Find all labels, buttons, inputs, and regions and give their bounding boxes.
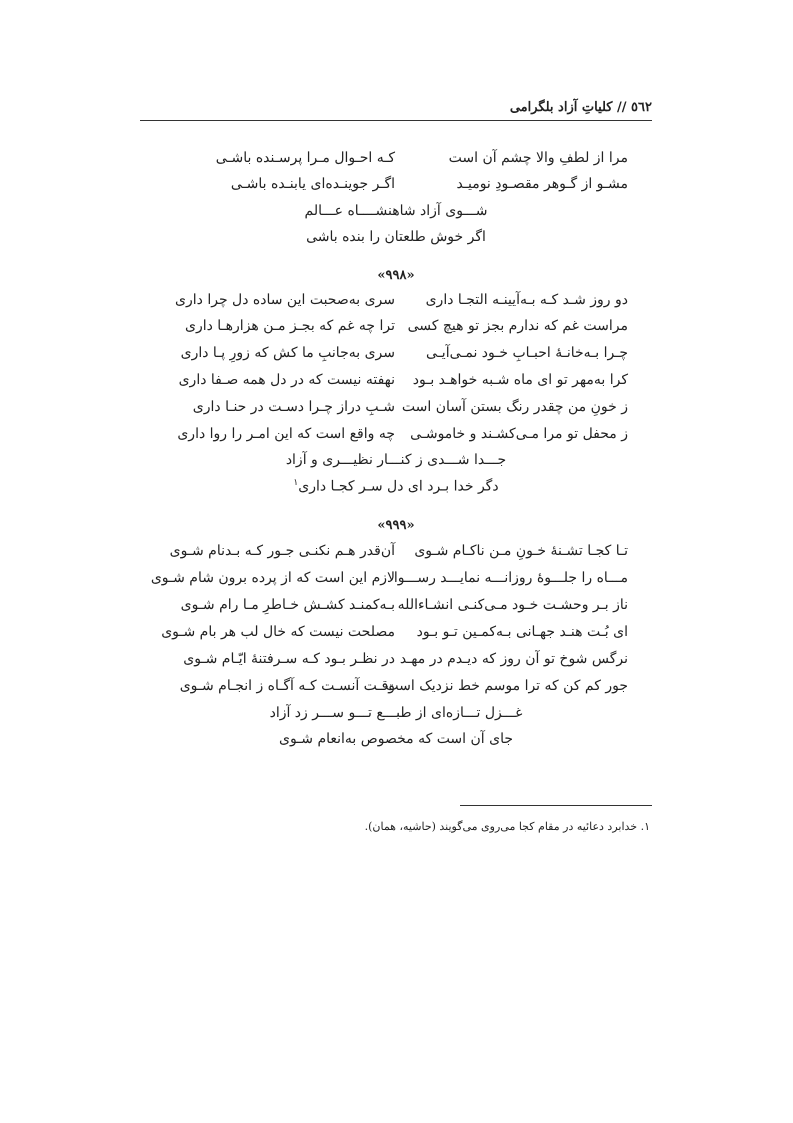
hemistich-b: آن‌قدر هـم نکنـی جـور کـه بـدنام شـوی [169,543,395,559]
hemistich-a: تـا کجـا تشـنۀ خـونِ مـن ناکـام شـوی [414,543,628,559]
hemistich-b: در نظـر بـود کـه سـرفتنۀ ایّـام شـوی [183,651,395,667]
hemistich-b: مصلحت نیست که خال لب هر بام شـوی [161,624,395,640]
hemistich-b: نهفته نیست که در دل همه صـفا داری [178,372,395,388]
hemistich-b: شـبِ دراز چـرا دسـت در حنـا داری [192,399,395,415]
hemistich-a: نرگس شوخ تو آن روز که دیـدم در مهـد [399,651,628,667]
hemistich-a: مرا از لطفِ والا چشم آن است [448,150,628,166]
hemistich-a: مـــاه را جلـــوۀ روزانـــه نمایـــد رســـوا [393,570,628,586]
hemistich-b: سری به‌جانبِ ما کش که زورِ پـا داری [180,345,395,361]
hemistich-a: ناز بـر وحشـت خـود مـی‌کنـی انشـاءالله [397,597,628,613]
hemistich-b: اگـر جوینـده‌ای یابنـده باشـی [230,176,395,192]
poem-number: «٩٩٨» [377,268,415,283]
hemistich-a: مشـو از گـوهر مقصـودِ نومیـد [456,176,628,192]
hemistich-a: دو روز شـد کـه بـه‌آیینـه التجـا داری [425,292,628,308]
closing-line: جـــدا شـــدی ز کنـــار نظیـــری و آزاد [285,452,507,468]
hemistich-b: وقـت آنسـت کـه آگـاه ز انجـام شـوی [179,678,395,694]
hemistich-a: چـرا بـه‌خانـۀ احبـابِ خـود نمـی‌آیـی [426,345,628,361]
closing-line: غـــزل تـــازه‌ای از طبـــع تـــو ســـر زد آزاد [269,705,523,721]
closing-line: اگر خوش طلعتان را بنده باشی [306,229,486,245]
footnote: ١. خدابرد دعائیه در مقام کجا می‌روی می‌گویند (حاشیه، همان). [364,820,650,833]
hemistich-b: لازم این است که از پرده برون شام شـوی [150,570,395,586]
hemistich-b: کـه احـوال مـرا پرسـنده باشـی [215,150,395,166]
hemistich-a: ز محفل تو مرا مـی‌کشـند و خاموشـی [410,426,628,442]
page-header [140,96,652,121]
running-title: ٥٦٢ // کلیاتِ آزاد بلگرامی [509,100,652,115]
hemistich-b: ترا چه غم که بجـز مـن هزارهـا داری [185,318,395,334]
hemistich-a: ای بُـت هنـد جهـانی بـه‌کمـین تـو بـود [416,624,628,640]
hemistich-a: کرا به‌مهر تو ای ماه شـبه خواهـد بـود [412,372,628,388]
closing-text: دگر خدا بـرد ای دل سـر کجـا داری [298,478,499,495]
hemistich-a: جور کم کن که ترا موسم خط نزدیک است [385,678,628,694]
poem-number: «٩٩٩» [377,518,415,533]
closing-line: شـــوی آزاد شاهنشــــاه عـــالم [304,203,488,219]
hemistich-b: سری به‌صحبت این ساده دل چرا داری [175,292,395,308]
footnote-mark: ١ [293,478,299,488]
closing-line: جای آن است که مخصوص به‌انعام شـوی [278,731,514,747]
hemistich-b: چه واقع است که این امـر را روا داری [177,426,395,442]
footnote-divider [460,805,652,806]
hemistich-a: مراست غم که ندارم بجز تو هیچ کسی [407,318,628,334]
closing-line [140,478,652,495]
hemistich-b: بـه‌کمنـد کشـش خـاطرِ مـا رام شـوی [180,597,395,613]
hemistich-a: ز خونِ من چقدر رنگ بستن آسان است [401,399,628,415]
